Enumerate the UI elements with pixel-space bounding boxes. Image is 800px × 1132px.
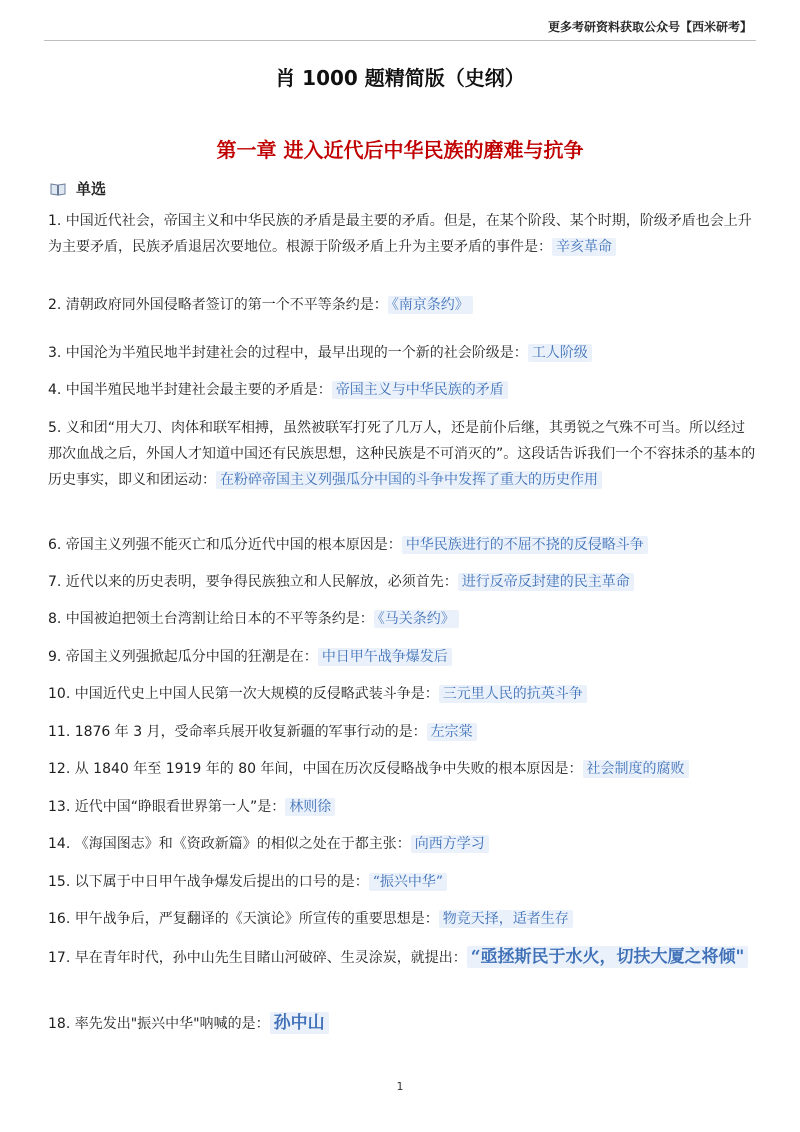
answer-highlight: 辛亥革命: [552, 238, 616, 256]
question-text: 5. 义和团“用大刀、肉体和联军相搏，虽然被联军打死了几万人，还是前仆后继，其勇锐之气殊不可当。所以经过那次血战之后，外国人才知道中国还有民族思想，这种民族是不可消灭的”。这段话告诉我们一个不容抹杀的基本的历史事实，即义和团运动：: [48, 420, 756, 488]
question-text: 10. 中国近代史上中国人民第一次大规模的反侵略武装斗争是：: [48, 686, 439, 702]
answer-highlight: 帝国主义与中华民族的矛盾: [332, 381, 508, 399]
question-text: 6. 帝国主义列强不能灭亡和瓜分近代中国的根本原因是：: [48, 537, 402, 553]
question-text: 7. 近代以来的历史表明，要争得民族独立和人民解放，必须首先：: [48, 574, 458, 590]
page-header: 更多考研资料获取公众号【西米研考】: [547, 20, 752, 34]
question-text: 15. 以下属于中日甲午战争爆发后提出的口号的是：: [48, 874, 369, 890]
answer-highlight: 林则徐: [285, 798, 335, 816]
answer-highlight: 社会制度的腐败: [583, 760, 689, 778]
answer-highlight: 在粉碎帝国主义列强瓜分中国的斗争中发挥了重大的历史作用: [216, 471, 602, 489]
question-item: [48, 292, 756, 318]
question-item: [48, 644, 756, 670]
question-text: 1. 中国近代社会，帝国主义和中华民族的矛盾是最主要的矛盾。但是，在某个阶段、某个时期，阶级矛盾也会上升为主要矛盾，民族矛盾退居次要地位。根源于阶级矛盾上升为主要矛盾的事件是：: [48, 213, 752, 255]
answer-highlight: 进行反帝反封建的民主革命: [458, 573, 634, 591]
answer-highlight: 向西方学习: [411, 835, 489, 853]
question-item: [48, 415, 756, 493]
question-item: [48, 377, 756, 403]
question-text: 12. 从 1840 年至 1919 年的 80 年间，中国在历次反侵略战争中失败的根本原因是：: [48, 761, 583, 777]
question-text: 2. 清朝政府同外国侵略者签订的第一个不平等条约是：: [48, 297, 388, 313]
question-text: 16. 甲午战争后，严复翻译的《天演论》所宣传的重要思想是：: [48, 911, 439, 927]
answer-highlight: 工人阶级: [528, 344, 592, 362]
question-item: [48, 532, 756, 558]
page-number: 1: [396, 1080, 404, 1093]
answer-highlight: “振兴中华”: [369, 873, 447, 891]
answer-highlight: “亟拯斯民于水火，切扶大厦之将倾": [467, 946, 749, 968]
answer-highlight: 中日甲午战争爆发后: [318, 648, 452, 666]
question-item: [48, 756, 756, 782]
question-text: 17. 早在青年时代，孙中山先生目睹山河破碎、生灵涂炭，就提出：: [48, 950, 467, 966]
header-rule: [44, 40, 756, 41]
question-item: [48, 1010, 756, 1037]
answer-highlight: 《南京条约》: [388, 296, 473, 314]
question-text: 9. 帝国主义列强掀起瓜分中国的狂潮是在：: [48, 649, 318, 665]
answer-highlight: 孙中山: [270, 1012, 329, 1034]
answer-highlight: 《马关条约》: [374, 610, 459, 628]
question-item: [48, 794, 756, 820]
answer-highlight: 中华民族进行的不屈不挠的反侵略斗争: [402, 536, 648, 554]
chapter-title: 第一章 进入近代后中华民族的磨难与抗争: [216, 138, 584, 162]
question-item: [48, 719, 756, 745]
question-text: 18. 率先发出"振兴中华"呐喊的是：: [48, 1016, 270, 1032]
question-item: [48, 869, 756, 895]
question-item: [48, 944, 756, 971]
question-text: 14. 《海国图志》和《资政新篇》的相似之处在于都主张：: [48, 836, 411, 852]
question-text: 4. 中国半殖民地半封建社会最主要的矛盾是：: [48, 382, 332, 398]
answer-highlight: 三元里人民的抗英斗争: [439, 685, 587, 703]
question-text: 3. 中国沦为半殖民地半封建社会的过程中，最早出现的一个新的社会阶级是：: [48, 345, 528, 361]
answer-highlight: 左宗棠: [427, 723, 477, 741]
question-item: [48, 831, 756, 857]
question-item: [48, 569, 756, 595]
section-heading: [50, 178, 106, 199]
question-item: [48, 606, 756, 632]
question-text: 11. 1876 年 3 月，受命率兵展开收复新疆的军事行动的是：: [48, 724, 427, 740]
answer-highlight: 物竞天择，适者生存: [439, 910, 573, 928]
section-label: 单选: [76, 180, 107, 198]
question-text: 8. 中国被迫把领土台湾割让给日本的不平等条约是：: [48, 611, 374, 627]
book-icon: [50, 182, 66, 196]
question-item: [48, 340, 756, 366]
document-title: 肖 1000 题精简版（史纲）: [275, 66, 525, 90]
question-item: [48, 681, 756, 707]
question-text: 13. 近代中国“睁眼看世界第一人”是：: [48, 799, 286, 815]
question-item: [48, 906, 756, 932]
question-item: [48, 208, 756, 260]
